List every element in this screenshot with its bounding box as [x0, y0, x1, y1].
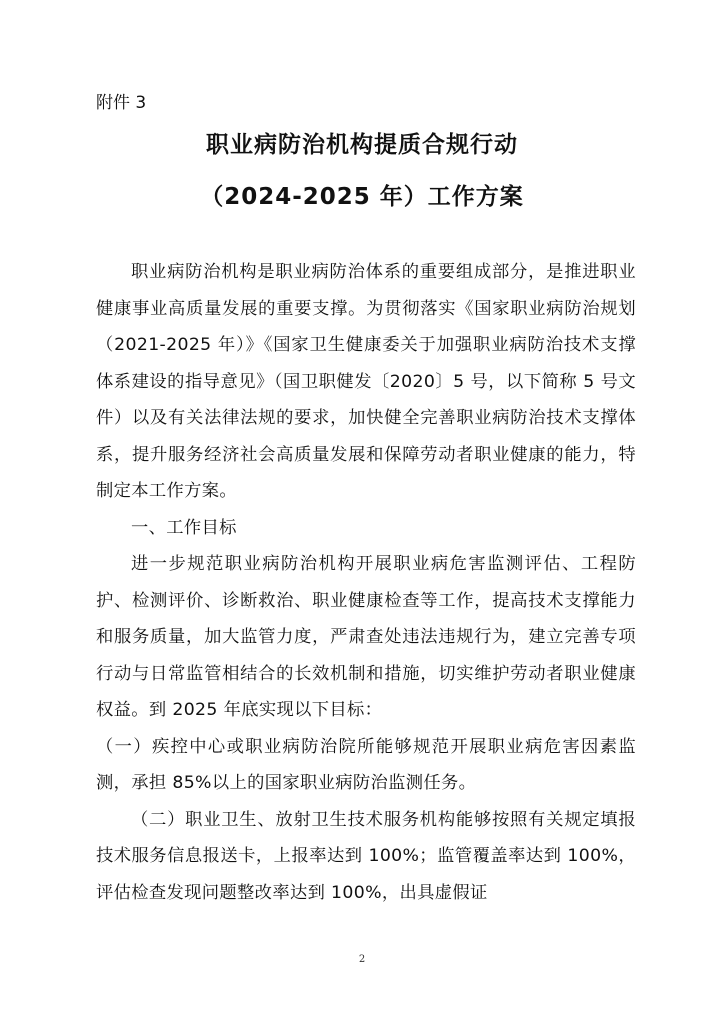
document-title-line-2: （2024-2025 年）工作方案: [200, 184, 524, 210]
intro-paragraph: 职业病防治机构是职业病防治体系的重要组成部分，是推进职业健康事业高质量发展的重要支撑。为贯彻落实《国家职业病防治规划（2021-2025 年）》《国家卫生健康委关于加强职业病防治技术支撑体系建设的指导意见》（国卫职健发〔2020〕5 号，以下简称 5 号文件）以及有关法律法规的要求，加快健全完善职业病防治技术支撑体系，提升服务经济社会高质量发展和保障劳动者职业健康的能力，特制定本工作方案。: [96, 262, 636, 501]
goal-item-1: （一）疾控中心或职业病防治院所能够规范开展职业病危害因素监测，承担 85%以上的国家职业病防治监测任务。: [96, 736, 636, 793]
section-heading-goals: 一、工作目标: [131, 517, 237, 538]
goals-paragraph: 进一步规范职业病防治机构开展职业病危害监测评估、工程防护、检测评价、诊断救治、职业健康检查等工作，提高技术支撑能力和服务质量，加大监管力度，严肃查处违法违规行为，建立完善专项行动与日常监管相结合的长效机制和措施，切实维护劳动者职业健康权益。到 2025 年底实现以下目标：: [96, 554, 636, 720]
goal-item-2: （二）职业卫生、放射卫生技术服务机构能够按照有关规定填报技术服务信息报送卡，上报率达到 100%；监管覆盖率达到 100%，评估检查发现问题整改率达到 100%，出具虚假证: [96, 809, 636, 903]
attachment-label: 附件 3: [96, 93, 147, 113]
page-number: 2: [358, 954, 366, 965]
document-title-line-1: 职业病防治机构提质合规行动: [206, 132, 518, 158]
document-body: [96, 254, 636, 911]
